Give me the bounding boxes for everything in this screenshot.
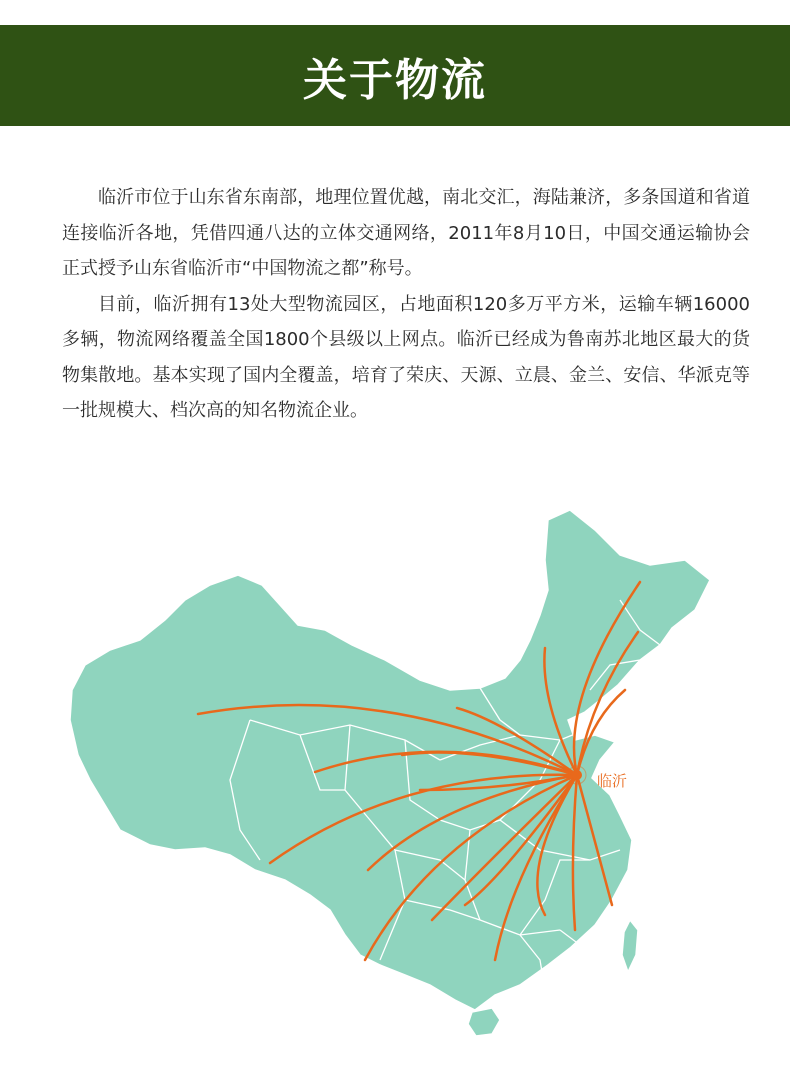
china-logistics-map xyxy=(0,500,790,1060)
article-body xyxy=(62,180,750,429)
title-banner xyxy=(0,25,790,126)
paragraph-intro: 临沂市位于山东省东南部，地理位置优越，南北交汇，海陆兼济，多条国道和省道连接临沂各地，凭借四通八达的立体交通网络，2011年8月10日，中国交通运输协会正式授予山东省临沂市“中国物流之都”称号。 xyxy=(62,187,750,279)
hainan-island xyxy=(468,1008,500,1036)
paragraph-current: 目前，临沂拥有13处大型物流园区，占地面积120多万平方米，运输车辆16000多辆，物流网络覆盖全国1800个县级以上网点。临沂已经成为鲁南苏北地区最大的货物集散地。基本实现了国内全覆盖，培育了荣庆、天源、立晨、金兰、安信、华派克等一批规模大、档次高的知名物流企业。 xyxy=(62,293,750,421)
page-title: 关于物流 xyxy=(303,54,487,106)
hub-city-label: 临沂 xyxy=(597,772,628,790)
linyi-hub-marker xyxy=(572,770,582,780)
taiwan-island xyxy=(622,920,638,972)
